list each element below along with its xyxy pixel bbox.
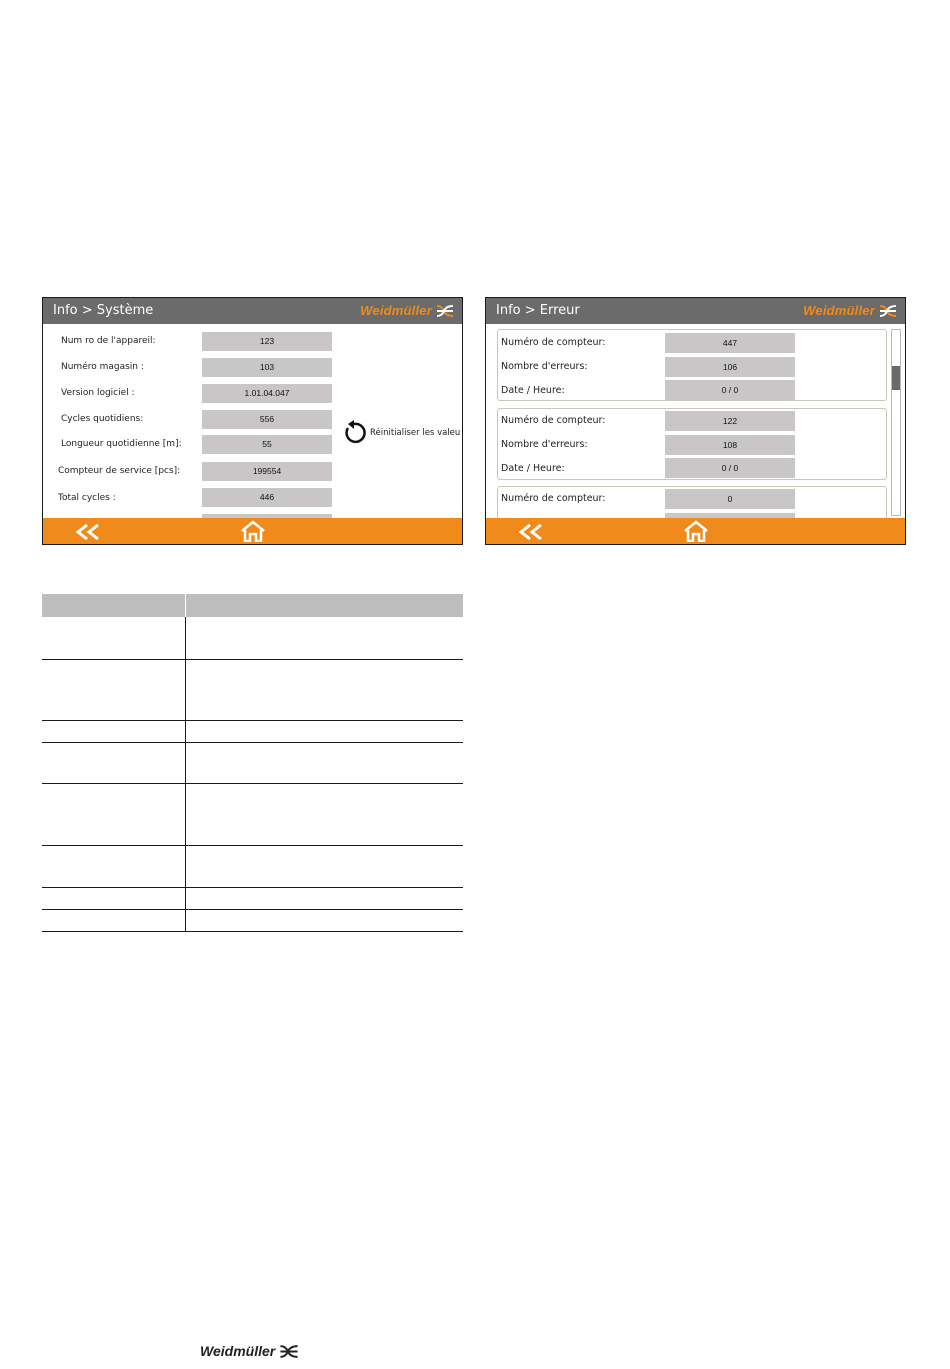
counter-number-label: Numéro de compteur:	[501, 415, 606, 426]
counter-number-field: 0	[665, 489, 795, 509]
info-table	[42, 594, 463, 932]
error-content	[486, 324, 905, 518]
table-row	[42, 721, 463, 743]
home-icon[interactable]	[683, 520, 709, 542]
weidmuller-logo-icon	[279, 1344, 299, 1359]
screen-footer	[486, 518, 905, 544]
daily-cycles-field: 556	[202, 410, 332, 429]
error-count-field: 108	[665, 435, 795, 455]
table-row	[42, 617, 463, 660]
reset-values-button[interactable]	[341, 420, 460, 446]
daily-length-field: 55	[202, 435, 332, 454]
screen-title: Info > Erreur	[496, 303, 580, 318]
screen-footer	[43, 518, 462, 544]
software-version-label: Version logiciel :	[61, 388, 135, 398]
home-icon[interactable]	[240, 520, 266, 542]
counter-number-label: Numéro de compteur:	[501, 337, 606, 348]
screen-title: Info > Système	[53, 303, 154, 318]
table-header	[42, 594, 463, 617]
table-row	[42, 743, 463, 784]
error-record-card	[497, 329, 887, 401]
screen-header	[43, 298, 462, 324]
error-record-card	[497, 408, 887, 480]
store-number-label: Numéro magasin :	[61, 362, 144, 372]
device-number-label: Num ro de l'appareil:	[61, 336, 156, 346]
total-cycles-label: Total cycles :	[58, 493, 116, 503]
table-row	[42, 784, 463, 846]
error-count-field: 106	[665, 357, 795, 377]
software-version-field: 1.01.04.047	[202, 384, 332, 403]
system-info-screen	[42, 297, 463, 545]
scroll-thumb[interactable]	[892, 366, 900, 390]
date-time-field: 0 / 0	[665, 380, 795, 400]
date-time-label: Date / Heure:	[501, 385, 565, 396]
weidmuller-logo-icon	[879, 304, 897, 318]
table-row	[42, 660, 463, 721]
page-footer-logo: Weidmüller	[200, 1343, 299, 1359]
table-row	[42, 910, 463, 932]
store-number-field: 103	[202, 358, 332, 377]
double-chevron-left-icon[interactable]	[73, 523, 103, 541]
total-cycles-field: 446	[202, 488, 332, 507]
daily-cycles-label: Cycles quotidiens:	[61, 414, 144, 424]
error-count-label: Nombre d'erreurs:	[501, 439, 588, 450]
counter-number-field: 122	[665, 411, 795, 431]
device-number-field: 123	[202, 332, 332, 351]
system-content	[43, 324, 462, 518]
reset-values-label: Réinitialiser les valeu	[370, 428, 461, 438]
brand-logo: Weidmüller	[803, 303, 897, 318]
date-time-label: Date / Heure:	[501, 463, 565, 474]
service-counter-label: Compteur de service [pcs]:	[58, 466, 181, 476]
table-row	[42, 846, 463, 888]
error-count-label: Nombre d'erreurs:	[501, 361, 588, 372]
weidmuller-logo-icon	[436, 304, 454, 318]
daily-length-label: Longueur quotidienne [m]:	[61, 439, 182, 449]
screen-header	[486, 298, 905, 324]
counter-number-label: Numéro de compteur:	[501, 493, 606, 504]
brand-logo: Weidmüller	[360, 303, 454, 318]
date-time-field: 0 / 0	[665, 458, 795, 478]
table-row	[42, 888, 463, 910]
counter-number-field: 447	[665, 333, 795, 353]
double-chevron-left-icon[interactable]	[516, 523, 546, 541]
error-record-card	[497, 486, 887, 518]
service-counter-field: 199554	[202, 462, 332, 481]
reset-icon	[341, 420, 367, 446]
error-info-screen	[485, 297, 906, 545]
scrollbar[interactable]	[891, 329, 901, 516]
